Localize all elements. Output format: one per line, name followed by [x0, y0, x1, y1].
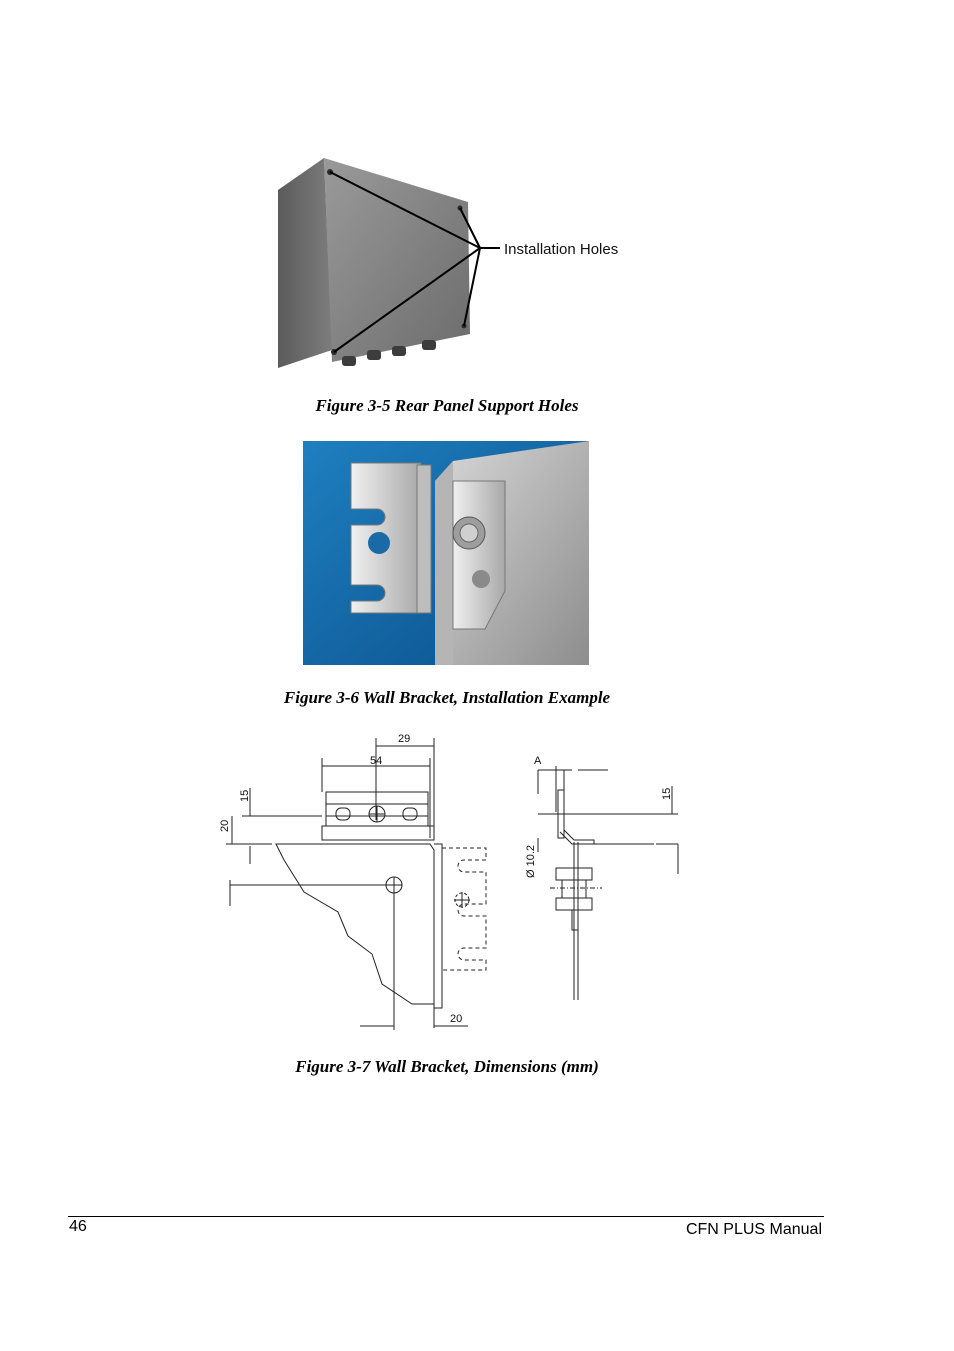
dim-15-right-label: 15	[661, 787, 673, 800]
wall-bracket-dimension-drawing	[212, 728, 692, 1036]
dim-20-left-label: 20	[219, 819, 231, 832]
wall-bracket-photo	[303, 441, 589, 665]
page-number: 46	[69, 1218, 87, 1235]
footer-rule	[68, 1216, 824, 1217]
dim-15-left-label: 15	[239, 789, 251, 802]
enclosure-back-face	[324, 158, 470, 362]
figure-3-6-caption: Figure 3-6 Wall Bracket, Installation Example	[283, 688, 611, 707]
manual-name: CFN PLUS Manual	[685, 1221, 822, 1238]
enclosure-side	[278, 158, 332, 368]
bracket-hole	[368, 532, 390, 554]
dim-54-label: 54	[370, 755, 383, 767]
dim-diameter-label: Ø 10.2	[525, 844, 537, 878]
dim-20-bottom-label: 20	[450, 1013, 463, 1025]
figure-3-7-caption: Figure 3-7 Wall Bracket, Dimensions (mm)	[295, 1057, 599, 1076]
dim-29-label: 29	[398, 733, 411, 745]
enclosure-rear-panel-figure	[272, 150, 632, 378]
bracket-plate-right	[453, 481, 505, 629]
figure-3-5-caption: Figure 3-5 Rear Panel Support Holes	[315, 396, 579, 415]
installation-holes-label: Installation Holes	[504, 241, 619, 258]
dim-a-label: A	[534, 755, 542, 767]
